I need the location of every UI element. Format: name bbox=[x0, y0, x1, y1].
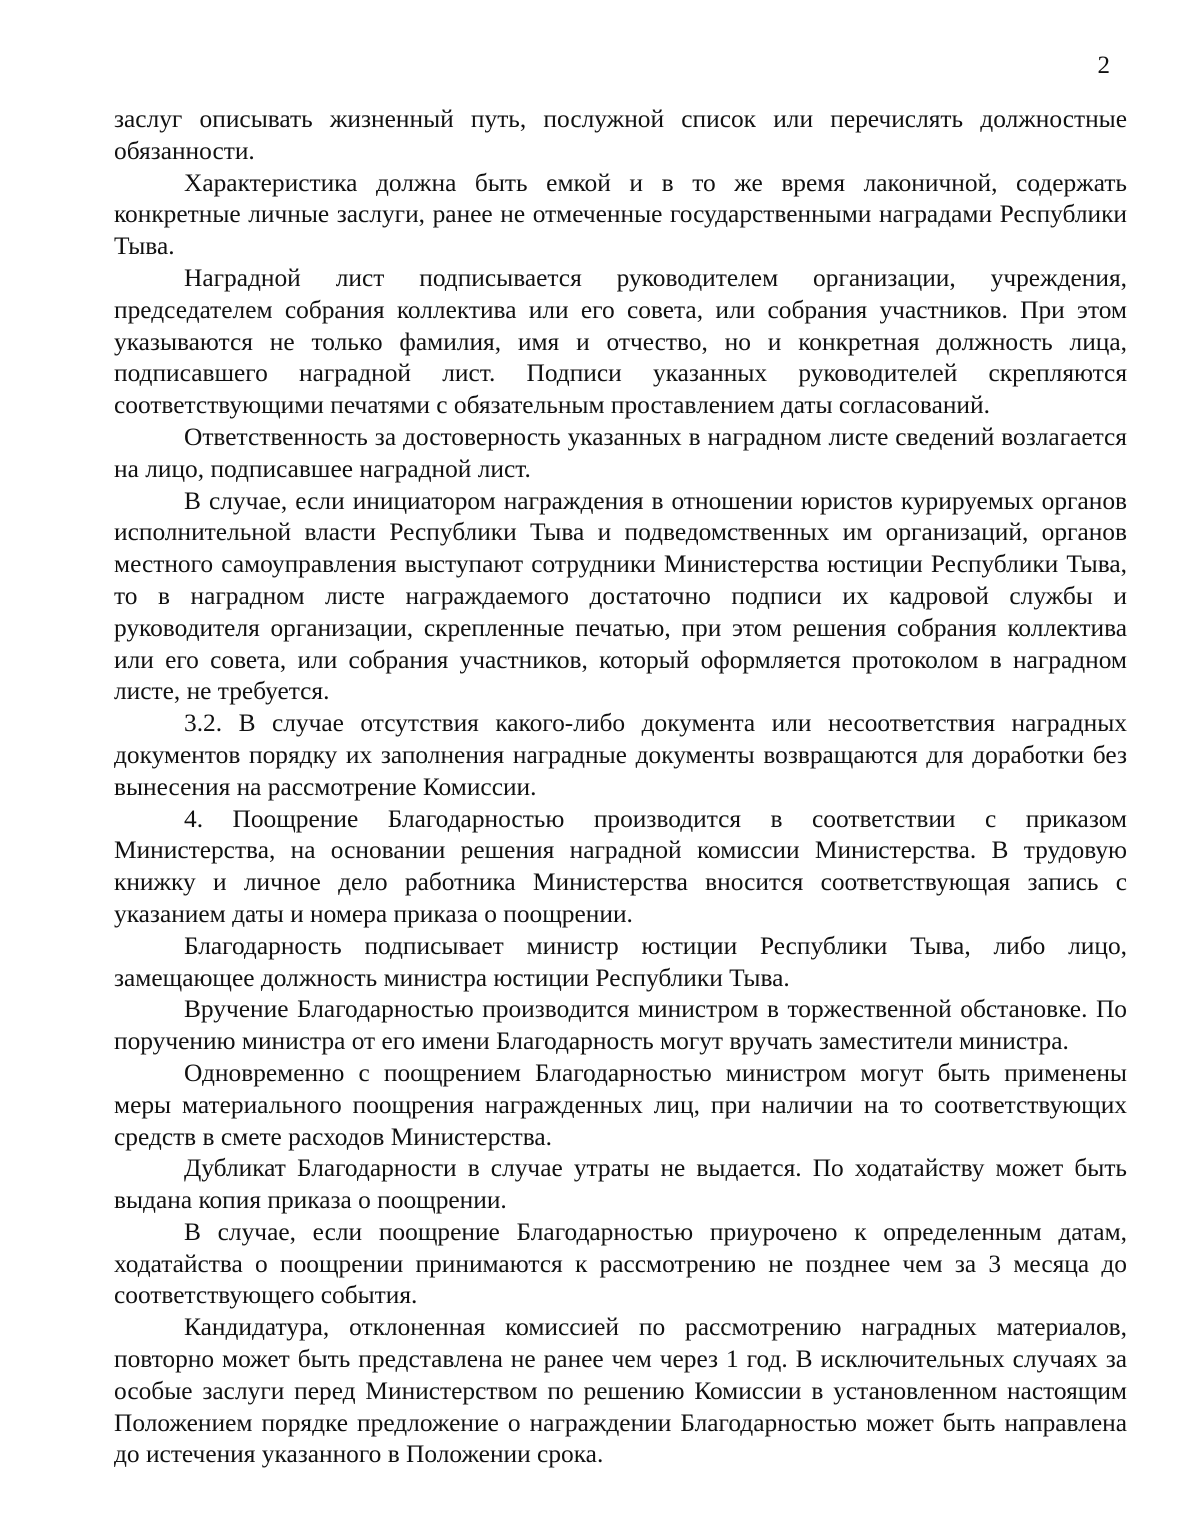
paragraph: В случае, если инициатором награждения в отношении юристов курируемых органов исполнительной власти Республики Тыва и подведомственных им организаций, органов местного самоуправления выступают сотрудники Министерства юстиции Республики Тыва, то в наградном листе награждаемого достаточно подписи их кадровой службы и руководителя организации, скрепленные печатью, при этом решения собрания коллектива или его совета, или собрания участников, который оформляется протоколом в наградном листе, не требуется. bbox=[114, 486, 1127, 706]
paragraph: Кандидатура, отклоненная комиссией по рассмотрению наградных материалов, повторно может быть представлена не ранее чем через 1 год. В исключительных случаях за особые заслуги перед Министерством по решению Комиссии в установленном настоящим Положением порядке предложение о награждении Благодарностью может быть направлена до истечения указанного в Положении срока. bbox=[114, 1313, 1127, 1469]
paragraph: Характеристика должна быть емкой и в то же время лаконичной, содержать конкретные личные заслуги, ранее не отмеченные государственными наградами Республики Тыва. bbox=[114, 168, 1127, 261]
paragraph: В случае, если поощрение Благодарностью приурочено к определенным датам, ходатайства о поощрении принимаются к рассмотрению не позднее чем за 3 месяца до соответствующего события. bbox=[114, 1217, 1127, 1310]
paragraph: 4. Поощрение Благодарностью производится в соответствии с приказом Министерства, на основании решения наградной комиссии Министерства. В трудовую книжку и личное дело работника Министерства вносится соответствующая запись с указанием даты и номера приказа о поощрении. bbox=[114, 804, 1127, 928]
paragraph: заслуг описывать жизненный путь, послужной список или перечислять должностные обязанности. bbox=[114, 105, 1127, 165]
paragraph: Наградной лист подписывается руководителем организации, учреждения, председателем собрания коллектива или его совета, или собрания участников. При этом указываются не только фамилия, имя и отчество, но и конкретная должность лица, подписавшего наградной лист. Подписи указанных руководителей скрепляются соответствующими печатями с обязательным проставлением даты согласований. bbox=[114, 263, 1127, 420]
paragraph: Дубликат Благодарности в случае утраты не выдается. По ходатайству может быть выдана копия приказа о поощрении. bbox=[114, 1154, 1127, 1215]
paragraph: Вручение Благодарностью производится министром в торжественной обстановке. По поручению министра от его имени Благодарность могут вручать заместители министра. bbox=[114, 995, 1127, 1056]
paragraph: Ответственность за достоверность указанных в наградном листе сведений возлагается на лицо, подписавшее наградной лист. bbox=[114, 422, 1127, 483]
page-number: 2 bbox=[1097, 52, 1110, 79]
paragraph: 3.2. В случае отсутствия какого-либо документа или несоответствия наградных документов порядку их заполнения наградные документы возвращаются для доработки без вынесения на рассмотрение Комиссии. bbox=[114, 709, 1127, 801]
paragraph: Благодарность подписывает министр юстиции Республики Тыва, либо лицо, замещающее должность министра юстиции Республики Тыва. bbox=[114, 931, 1127, 992]
document-body bbox=[114, 104, 1127, 1471]
paragraph: Одновременно с поощрением Благодарностью министром могут быть применены меры материального поощрения награжденных лиц, при наличии на то соответствующих средств в смете расходов Министерства. bbox=[114, 1058, 1127, 1151]
